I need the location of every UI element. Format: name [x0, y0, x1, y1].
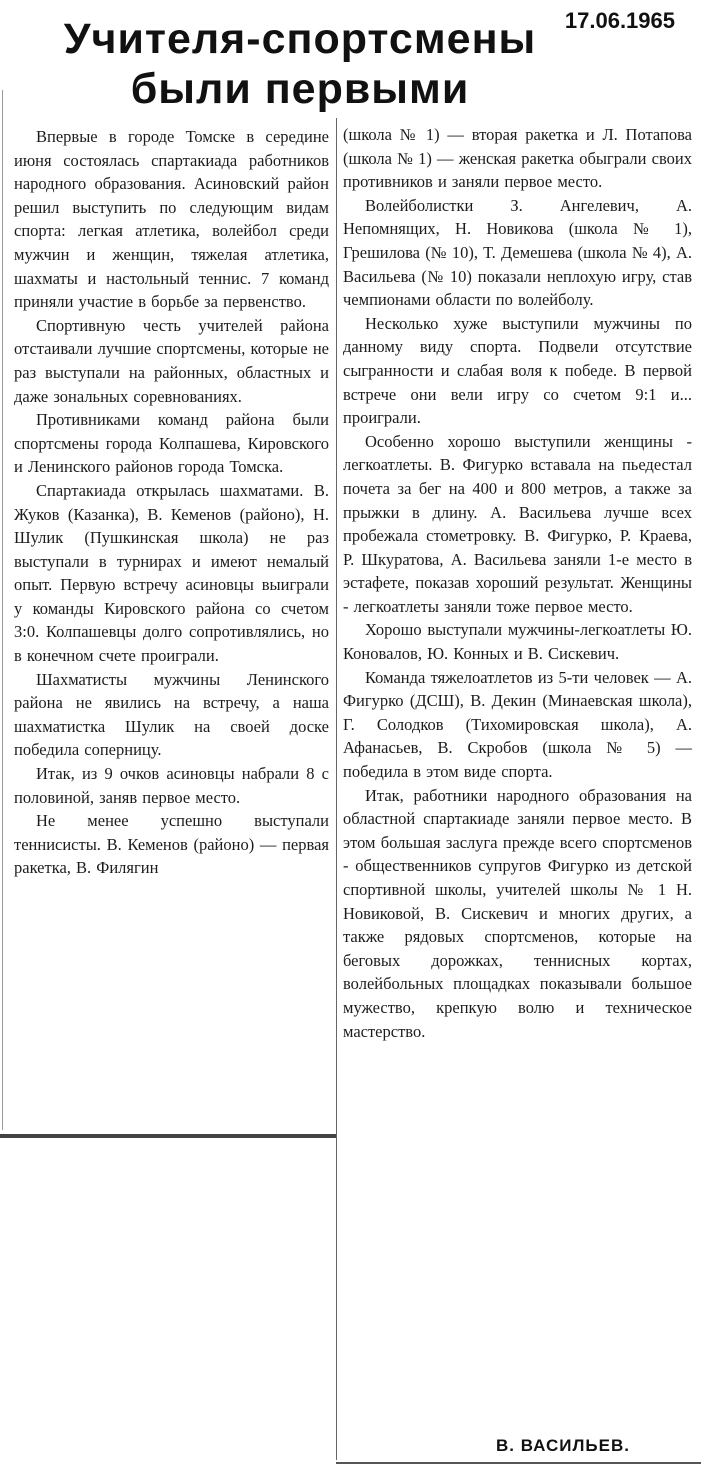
paragraph: Волейболистки З. Ангелевич, А. Непомнящих, Н. Новикова (школа № 1), Грешилова (№ 10), Т. Демешева (школа № 4), А. Васильева (№ 10) показали неплохую игру, став чемпионами области по волейболу.: [343, 195, 692, 310]
paragraph: Команда тяжелоатлетов из 5-ти человек — А. Фигурко (ДСШ), В. Декин (Минаевская школа), Г. Солодков (Тихомировская школа), А. Афанасьев, В. Скробов (школа № 5) — победила в этом виде спорта.: [343, 667, 692, 782]
author-signature: В. ВАСИЛЬЕВ.: [496, 1436, 630, 1455]
clipping-edge-line: [2, 90, 3, 1130]
paragraph: Шахматисты мужчины Ленинского района не явились на встречу, а наша шахматистка Шулик на своей доске победила соперницу.: [14, 669, 329, 760]
paragraph: Противниками команд района были спортсмены города Колпашева, Кировского и Ленинского районов города Томска.: [14, 410, 329, 477]
paragraph: Несколько хуже выступили мужчины по данному виду спорта. Подвели отсутствие сыгранности и слабая воля к победе. В первой встрече они вели игру со счетом 9:1 и... проиграли.: [343, 313, 692, 428]
publication-date: 17.06.1965: [564, 8, 675, 33]
headline-line-2: были первыми: [130, 65, 470, 113]
paragraph: Спартакиада открылась шахматами. В. Жуков (Казанка), В. Кеменов (районо), Н. Шулик (Пушкинская школа) не раз выступали в турнирах и имеют немалый опыт. Первую встречу асиновцы выиграли у команды Кировского района со счетом 3:0. Колпашевцы долго сопротивлялись, но в конечном счете проиграли.: [14, 480, 329, 666]
paragraph: Спортивную честь учителей района отстаивали лучшие спортсмены, которые не раз выступали на районных, областных и даже зональных соревнованиях.: [14, 315, 329, 406]
headline-line-1: Учителя-спортсмены: [63, 15, 537, 63]
paragraph-continuation: (школа № 1) — вторая ракетка и Л. Потапова (школа № 1) — женская ракетка обыграли своих противников и заняли первое место.: [343, 125, 692, 192]
paragraph: Не менее успешно выступали теннисисты. В. Кеменов (районо) — первая ракетка, В. Филягин: [14, 811, 329, 878]
paragraph: Впервые в городе Томске в середине июня состоялась спартакиада работников народного образования. Асиновский район решил выступить по следующим видам спорта: легкая атлетика, волейбол среди мужчин и женщин, тяжелая атлетика, шахматы и настольный теннис. 7 команд приняли участие в борьбе за первенство.: [14, 127, 329, 312]
paragraph: Итак, из 9 очков асиновцы набрали 8 с половиной, заняв первое место.: [14, 764, 329, 807]
right-column: [343, 123, 692, 1433]
paragraph: Итак, работники народного образования на областной спартакиаде заняли первое место. В этом большая заслуга прежде всего спортсменов - общественников супругов Фигурко из детской спортивной школы, учителей школы № 1 Н. Новиковой, В. Сискевич и многих других, а также рядовых спортсменов, которые на беговых дорожках, теннисных кортах, волейбольных площадках показывали большое мужество, крепкую волю и техническое мастерство.: [343, 785, 692, 1041]
bottom-rule: [336, 1462, 701, 1464]
left-column-bottom-rule: [0, 1134, 336, 1138]
paragraph: Особенно хорошо выступили женщины - легкоатлеты. В. Фигурко вставала на пьедестал почета за бег на 400 и 800 метров, а также за прыжки в длину. А. Васильева лучше всех пробежала стометровку. В. Фигурко, Р. Краева, Р. Шкуратова, А. Васильева заняли 1-е место в эстафете, показав хороший результат. Женщины - легкоатлеты заняли тоже первое место.: [343, 431, 692, 616]
article-headline: [40, 14, 560, 114]
left-column: [14, 125, 329, 1110]
paragraph: Хорошо выступали мужчины-легкоатлеты Ю. Коновалов, Ю. Конных и В. Сискевич.: [343, 620, 692, 664]
column-divider: [336, 118, 337, 1460]
